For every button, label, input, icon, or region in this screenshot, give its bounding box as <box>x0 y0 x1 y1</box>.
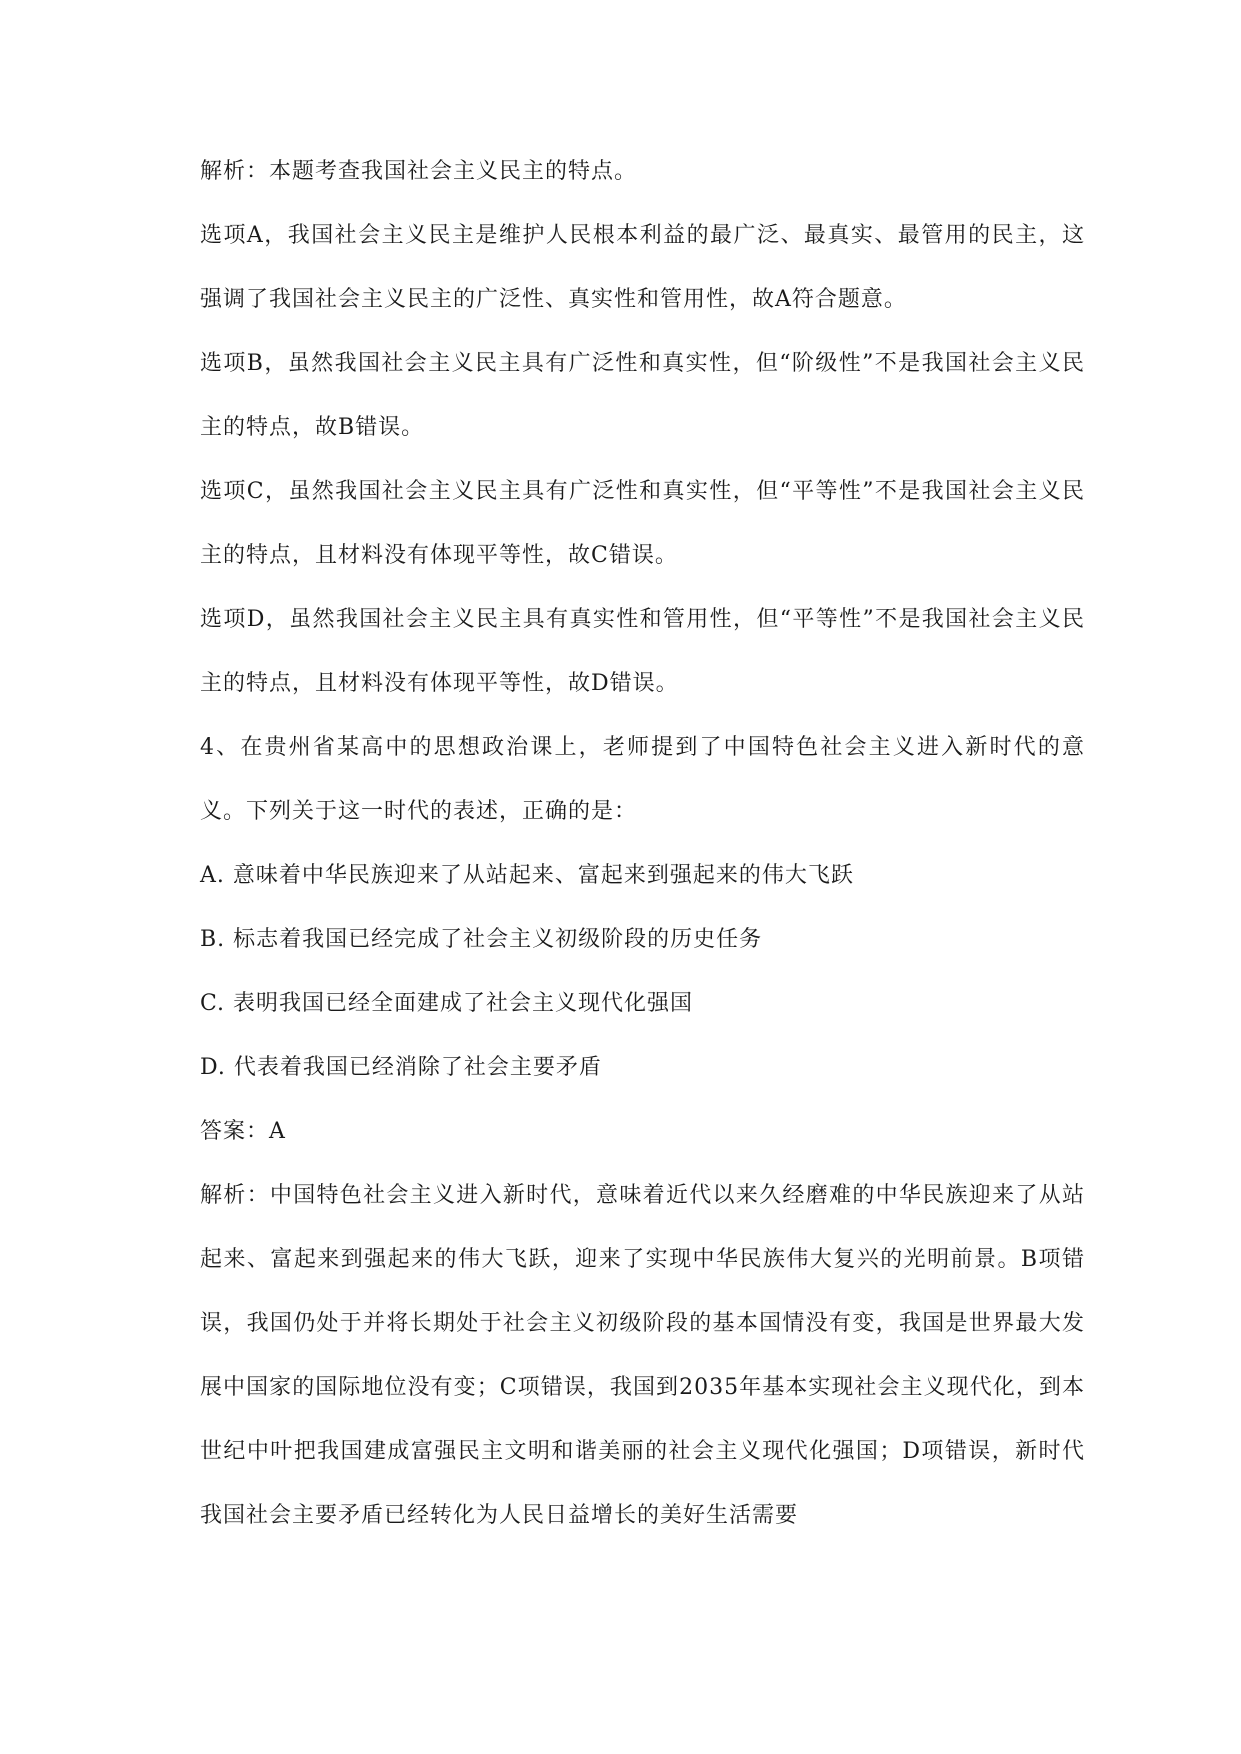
question-4-stem: 4、在贵州省某高中的思想政治课上，老师提到了中国特色社会主义进入新时代的意义。下列关于这一时代的表述，正确的是： <box>200 735 1085 824</box>
question-4-choice-d: D. 代表着我国已经消除了社会主要矛盾 <box>200 1055 602 1080</box>
question-4-choice-b: B. 标志着我国已经完成了社会主义初级阶段的历史任务 <box>200 927 763 952</box>
option-d-analysis: 选项D，虽然我国社会主义民主具有真实性和管用性，但“平等性”不是我国社会主义民主的特点，且材料没有体现平等性，故D错误。 <box>200 607 1085 696</box>
question-4-answer: 答案：A <box>200 1119 286 1144</box>
option-b-analysis: 选项B，虽然我国社会主义民主具有广泛性和真实性，但“阶级性”不是我国社会主义民主的特点，故B错误。 <box>200 351 1085 440</box>
option-c-analysis: 选项C，虽然我国社会主义民主具有广泛性和真实性，但“平等性”不是我国社会主义民主的特点，且材料没有体现平等性，故C错误。 <box>200 479 1085 568</box>
analysis-intro: 解析：本题考查我国社会主义民主的特点。 <box>200 159 638 184</box>
option-a-analysis: 选项A，我国社会主义民主是维护人民根本利益的最广泛、最真实、最管用的民主，这强调了我国社会主义民主的广泛性、真实性和管用性，故A符合题意。 <box>200 223 1085 312</box>
question-4-choice-c: C. 表明我国已经全面建成了社会主义现代化强国 <box>200 991 694 1016</box>
document-page <box>200 140 1085 1548</box>
question-4-choice-a: A. 意味着中华民族迎来了从站起来、富起来到强起来的伟大飞跃 <box>200 863 854 888</box>
question-4-analysis: 解析：中国特色社会主义进入新时代，意味着近代以来久经磨难的中华民族迎来了从站起来、富起来到强起来的伟大飞跃，迎来了实现中华民族伟大复兴的光明前景。B项错误，我国仍处于并将长期处于社会主义初级阶段的基本国情没有变，我国是世界最大发展中国家的国际地位没有变；C项错误，我国到2035年基本实现社会主义现代化，到本世纪中叶把我国建成富强民主文明和谐美丽的社会主义现代化强国；D项错误，新时代我国社会主要矛盾已经转化为人民日益增长的美好生活需要 <box>200 1183 1085 1528</box>
